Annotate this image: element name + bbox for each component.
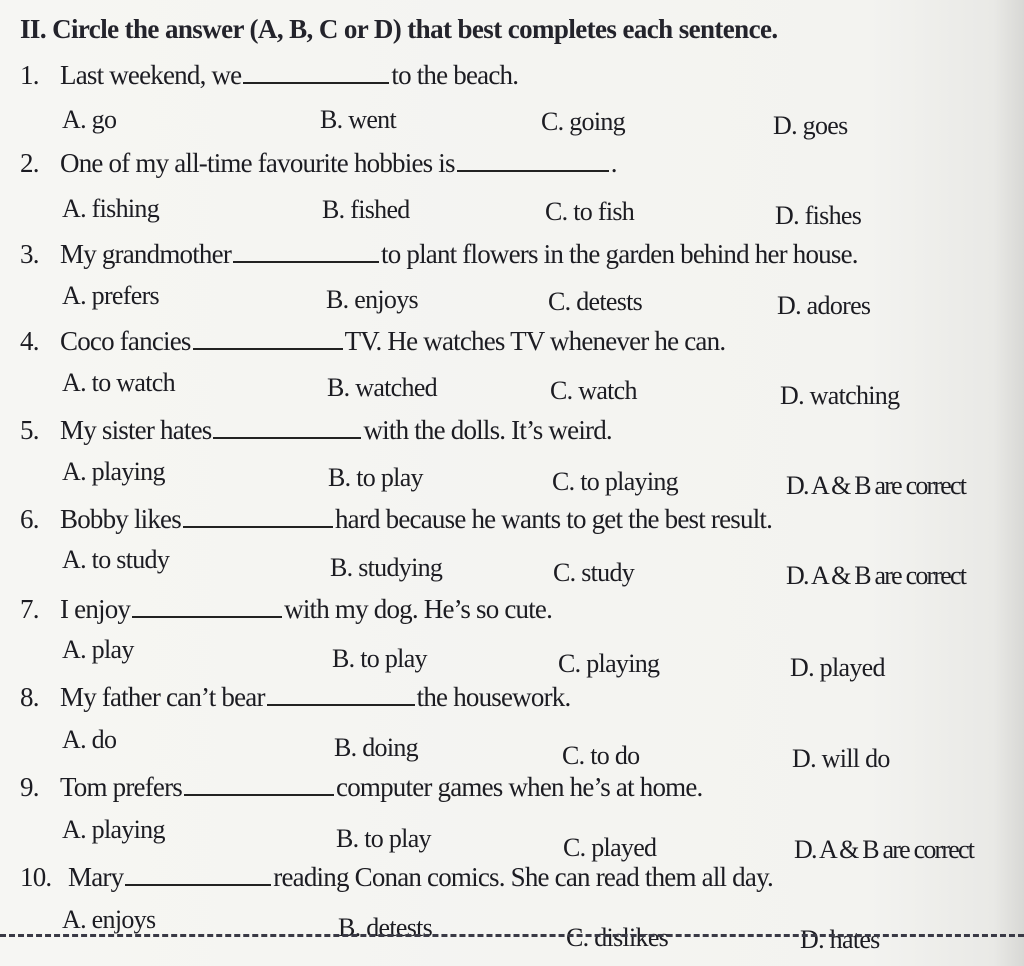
question-stem — [20, 413, 612, 447]
answer-blank[interactable] — [457, 152, 609, 172]
stem-text-before: My father can’t bear — [60, 682, 265, 712]
question-stem — [20, 146, 617, 180]
question-number: 4. — [20, 326, 39, 356]
option-b[interactable]: B. studying — [330, 553, 443, 582]
option-a[interactable]: A. to study — [62, 545, 170, 574]
option-a[interactable]: A. play — [62, 635, 134, 664]
question-3 — [20, 237, 1020, 277]
option-c[interactable]: C. going — [541, 107, 625, 136]
stem-text-after: with the dolls. It’s weird. — [363, 415, 612, 445]
option-c[interactable]: C. playing — [558, 649, 660, 678]
stem-text-before: Coco fancies — [60, 326, 191, 356]
option-c[interactable]: C. study — [553, 558, 635, 587]
option-d[interactable]: D. hates — [800, 925, 880, 954]
stem-text-after: with my dog. He’s so cute. — [284, 594, 553, 624]
option-a[interactable]: A. playing — [62, 815, 165, 844]
stem-text-before: Mary — [68, 862, 124, 892]
option-b[interactable]: B. fished — [322, 195, 410, 224]
answer-blank[interactable] — [183, 508, 333, 528]
question-number: 3. — [20, 239, 39, 269]
option-c[interactable]: C. to playing — [552, 467, 678, 496]
question-stem — [20, 680, 570, 714]
option-b[interactable]: B. watched — [327, 373, 437, 402]
option-a[interactable]: A. enjoys — [62, 905, 156, 934]
answer-blank[interactable] — [125, 866, 271, 886]
question-10 — [20, 860, 1020, 900]
question-stem — [20, 770, 703, 804]
option-a[interactable]: A. playing — [62, 457, 165, 486]
option-c[interactable]: C. dislikes — [566, 923, 669, 952]
question-stem — [20, 860, 773, 894]
option-b[interactable]: B. to play — [332, 644, 427, 673]
question-stem — [20, 237, 858, 271]
answer-blank[interactable] — [213, 419, 361, 439]
option-a[interactable]: A. prefers — [62, 281, 159, 310]
option-a[interactable]: A. do — [62, 725, 117, 754]
stem-text-after: the housework. — [416, 682, 571, 712]
option-c[interactable]: C. detests — [548, 287, 643, 316]
option-b[interactable]: B. to play — [328, 463, 423, 492]
option-d[interactable]: D. adores — [777, 291, 871, 320]
option-d[interactable]: D. A & B are correct — [786, 561, 966, 590]
question-stem — [20, 58, 518, 92]
option-b[interactable]: B. enjoys — [326, 285, 418, 314]
question-4 — [20, 324, 1020, 364]
option-c[interactable]: C. watch — [550, 376, 637, 405]
question-stem — [20, 592, 552, 626]
stem-text-after: to the beach. — [391, 60, 519, 90]
stem-text-after: TV. He watches TV whenever he can. — [344, 326, 726, 356]
dashed-divider — [0, 934, 1024, 941]
question-number: 2. — [20, 148, 39, 178]
stem-text-before: Last weekend, we — [60, 60, 242, 90]
question-number: 5. — [20, 415, 39, 445]
option-b[interactable]: B. doing — [334, 733, 418, 762]
question-number: 7. — [20, 594, 39, 624]
stem-text-before: My sister hates — [60, 415, 212, 445]
option-a[interactable]: A. to watch — [62, 368, 175, 397]
option-a[interactable]: A. fishing — [62, 194, 160, 223]
option-d[interactable]: D. watching — [780, 381, 900, 410]
question-number: 8. — [20, 682, 39, 712]
question-2 — [20, 146, 1020, 186]
answer-blank[interactable] — [193, 330, 343, 350]
answer-blank[interactable] — [233, 243, 379, 263]
stem-text-before: Bobby likes — [60, 504, 181, 534]
stem-text-after: hard because he wants to get the best result. — [334, 504, 773, 534]
question-7 — [20, 592, 1020, 632]
stem-text-before: Tom prefers — [60, 772, 183, 802]
question-number: 6. — [20, 504, 39, 534]
question-8 — [20, 680, 1020, 720]
question-number: 1. — [20, 60, 39, 90]
option-d[interactable]: D. A & B are correct — [794, 835, 974, 864]
option-b[interactable]: B. went — [320, 105, 396, 134]
question-number: 10. — [20, 862, 52, 892]
question-stem — [20, 324, 725, 358]
question-9 — [20, 770, 1020, 810]
stem-text-after: to plant flowers in the garden behind her house. — [381, 239, 858, 269]
option-c[interactable]: C. to do — [562, 741, 640, 770]
option-a[interactable]: A. go — [62, 105, 117, 134]
answer-blank[interactable] — [184, 776, 334, 796]
question-5 — [20, 413, 1020, 453]
option-c[interactable]: C. played — [563, 833, 657, 862]
stem-text-before: My grandmother — [60, 239, 232, 269]
option-d[interactable]: D. fishes — [775, 201, 862, 230]
question-1 — [20, 58, 1020, 98]
question-number: 9. — [20, 772, 39, 802]
option-d[interactable]: D. played — [790, 653, 885, 682]
stem-text-after: . — [610, 148, 617, 178]
stem-text-after: computer games when he’s at home. — [336, 772, 703, 802]
option-d[interactable]: D. will do — [792, 744, 890, 773]
question-stem — [20, 502, 772, 536]
option-b[interactable]: B. to play — [336, 824, 431, 853]
answer-blank[interactable] — [132, 598, 282, 618]
stem-text-before: One of my all-time favourite hobbies is — [60, 148, 455, 178]
answer-blank[interactable] — [243, 64, 389, 84]
option-c[interactable]: C. to fish — [545, 197, 635, 226]
question-6 — [20, 502, 1020, 542]
stem-text-after: reading Conan comics. She can read them all day. — [273, 862, 773, 892]
answer-blank[interactable] — [267, 686, 415, 706]
option-d[interactable]: D. A & B are correct — [786, 471, 966, 500]
section-heading: II. Circle the answer (A, B, C or D) that best completes each sentence. — [20, 14, 778, 44]
option-d[interactable]: D. goes — [773, 111, 848, 140]
stem-text-before: I enjoy — [60, 594, 131, 624]
option-b[interactable]: B. detests — [338, 913, 433, 942]
